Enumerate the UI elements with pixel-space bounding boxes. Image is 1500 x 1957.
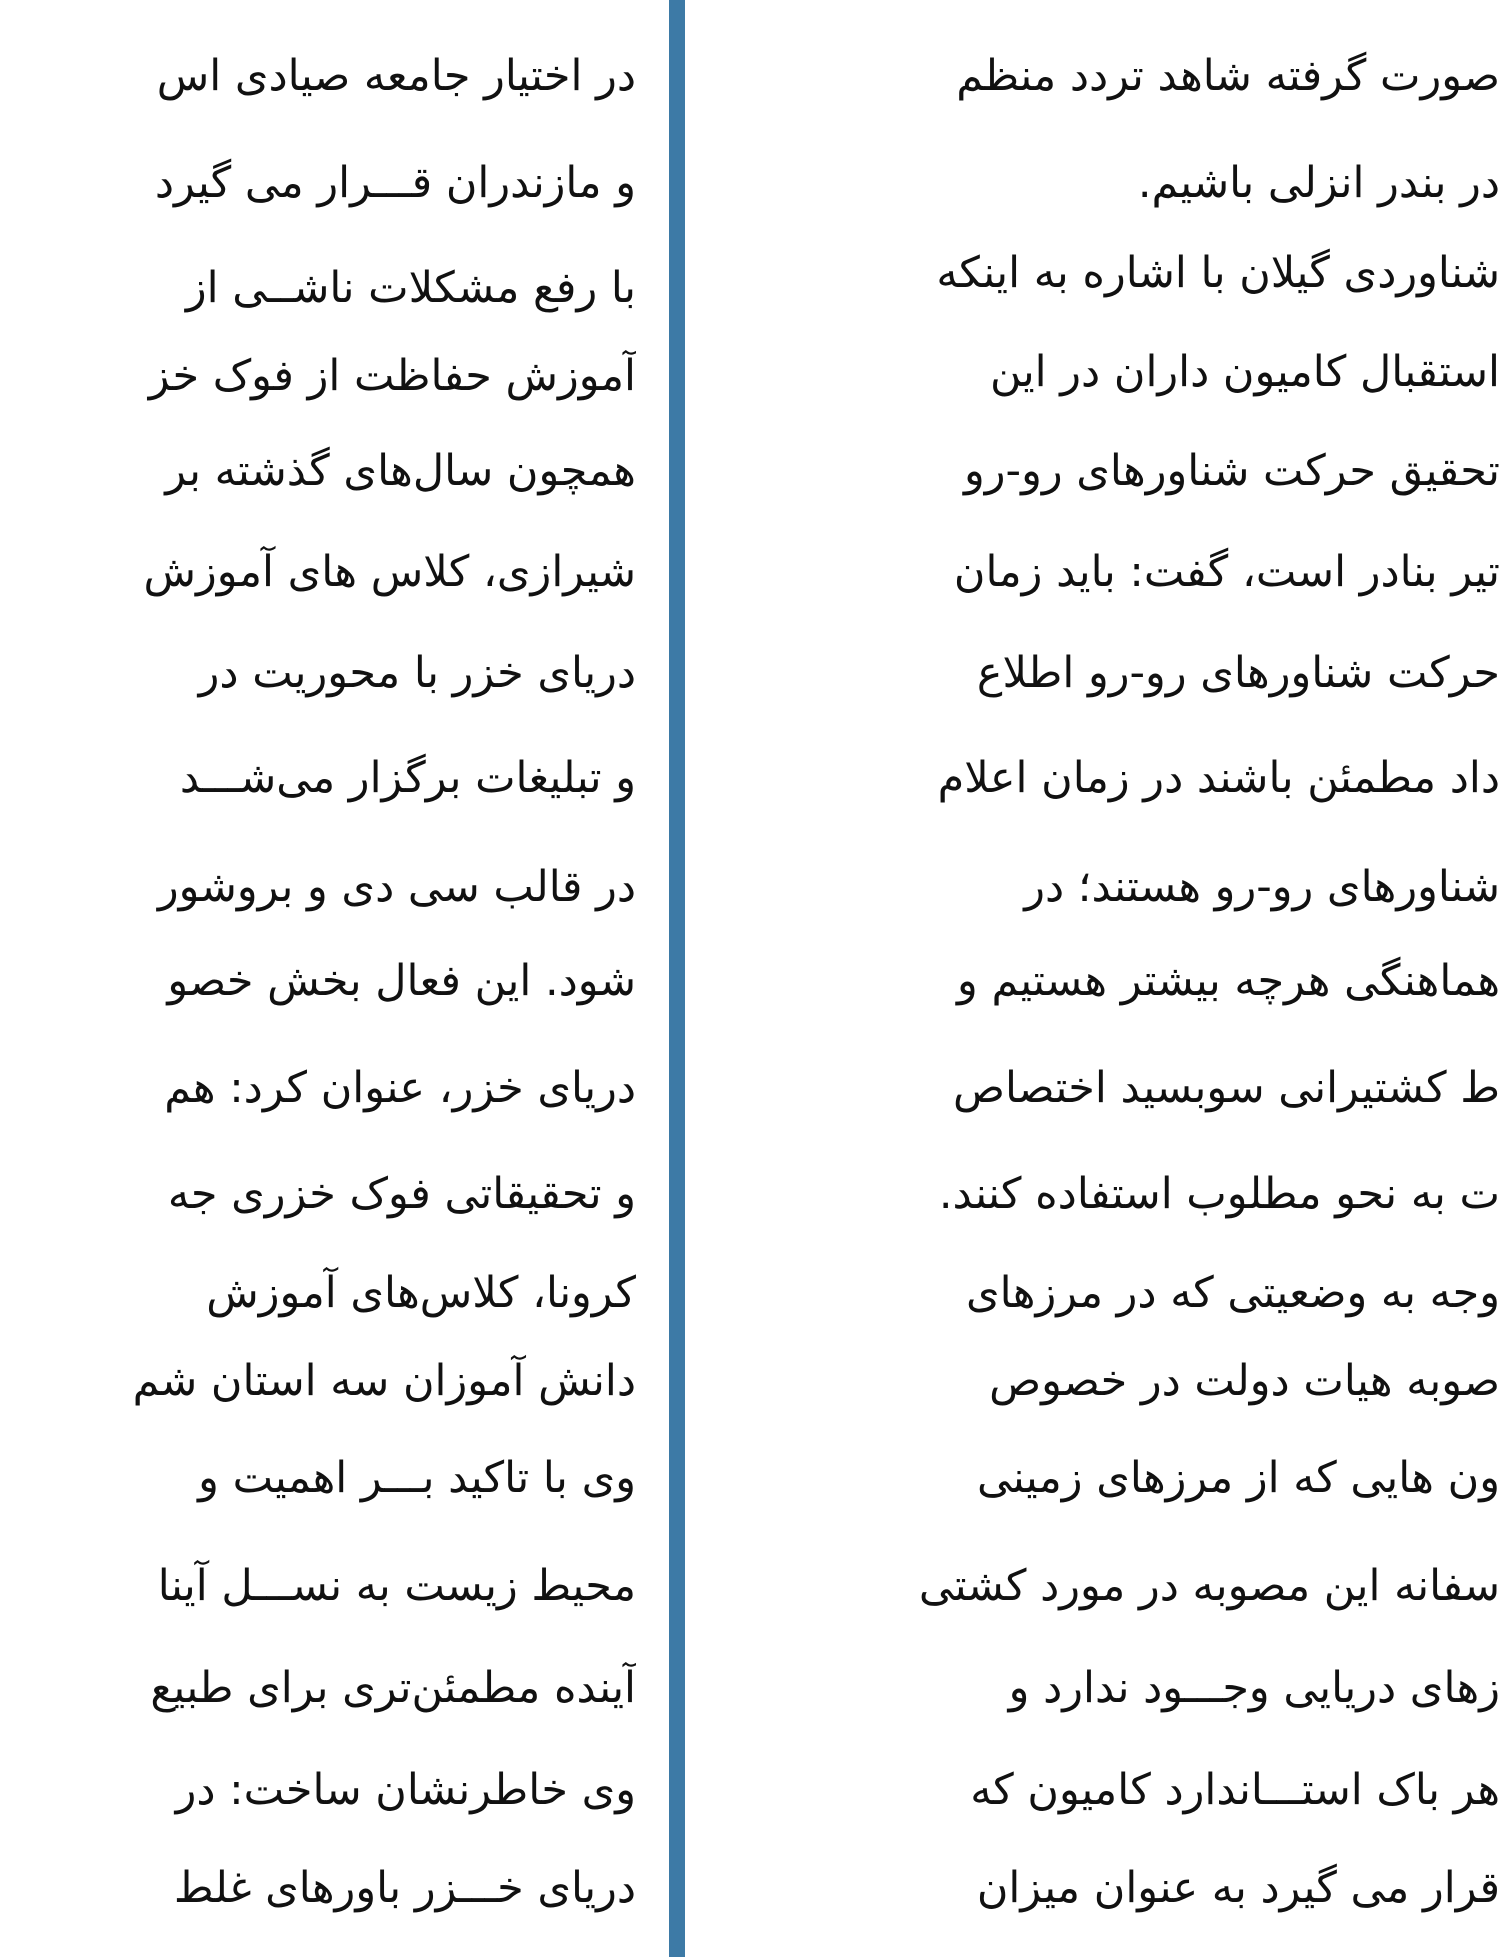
text-line: صوبه هیات دولت در خصوص [989,1356,1500,1406]
text-line: و مازندران قـــرار می گیرد [154,158,636,208]
text-line: تیر بنادر است، گفت: باید زمان [953,547,1500,597]
text-line: ط کشتیرانی سوبسید اختصاص [952,1063,1500,1113]
column-divider [669,0,685,1957]
text-line: کرونا، کلاس‌های آموزش [206,1268,636,1318]
text-line: دریای خـــزر باورهای غلط [173,1863,636,1913]
text-line: دانش آموزان سه استان شم [132,1356,636,1406]
text-line: و تبلیغات برگزار می‌شـــد [179,753,636,803]
text-line: وی خاطرنشان ساخت: در [175,1765,636,1815]
text-line: محیط زیست به نســـل آینا [157,1561,636,1611]
text-line: شناوردی گیلان با اشاره به اینکه [936,248,1500,298]
text-line: با رفع مشکلات ناشــی از [185,263,636,313]
text-line: وجه به وضعیتی که در مرزهای [966,1268,1500,1318]
text-line: تحقیق حرکت شناورهای رو-رو [964,446,1500,496]
text-line: زهای دریایی وجـــود ندارد و [1008,1663,1500,1713]
text-line: صورت گرفته شاهد تردد منظم [956,51,1500,101]
text-line: سفانه این مصوبه در مورد کشتی [918,1561,1500,1611]
text-line: شیرازی، کلاس های آموزش [143,547,636,597]
text-line: و تحقیقاتی فوک خزری جه [167,1169,636,1219]
text-line: قرار می گیرد به عنوان میزان [976,1863,1500,1913]
text-line: دریای خزر با محوریت در [198,648,636,698]
text-line: در بندر انزلی باشیم. [1137,158,1500,208]
text-line: آموزش حفاظت از فوک خز [148,351,636,401]
text-line: ون هایی که از مرزهای زمینی [976,1453,1500,1503]
text-line: همچون سال‌های گذشته بر [165,446,636,496]
text-line: ت به نحو مطلوب استفاده کنند. [938,1169,1500,1219]
text-line: در اختیار جامعه صیادی اس [156,51,636,101]
text-line: وی با تاکید بـــر اهمیت و [198,1453,636,1503]
text-line: حرکت شناورهای رو-رو اطلاع [976,648,1500,698]
text-line: آینده مطمئن‌تری برای طبیع [150,1663,636,1713]
text-line: شود. این فعال بخش خصو [167,956,636,1006]
article-column-right [785,0,1500,1957]
text-line: داد مطمئن باشند در زمان اعلام [937,753,1500,803]
article-column-left [0,0,636,1957]
text-line: در قالب سی دی و بروشور [157,862,636,912]
text-line: هر باک استـــاندارد کامیون که [970,1765,1500,1815]
text-line: شناورهای رو-رو هستند؛ در [1024,862,1500,912]
text-line: استقبال کامیون داران در این [989,347,1500,397]
text-line: هماهنگی هرچه بیشتر هستیم و [957,956,1500,1006]
text-line: دریای خزر، عنوان کرد: هم [164,1063,636,1113]
